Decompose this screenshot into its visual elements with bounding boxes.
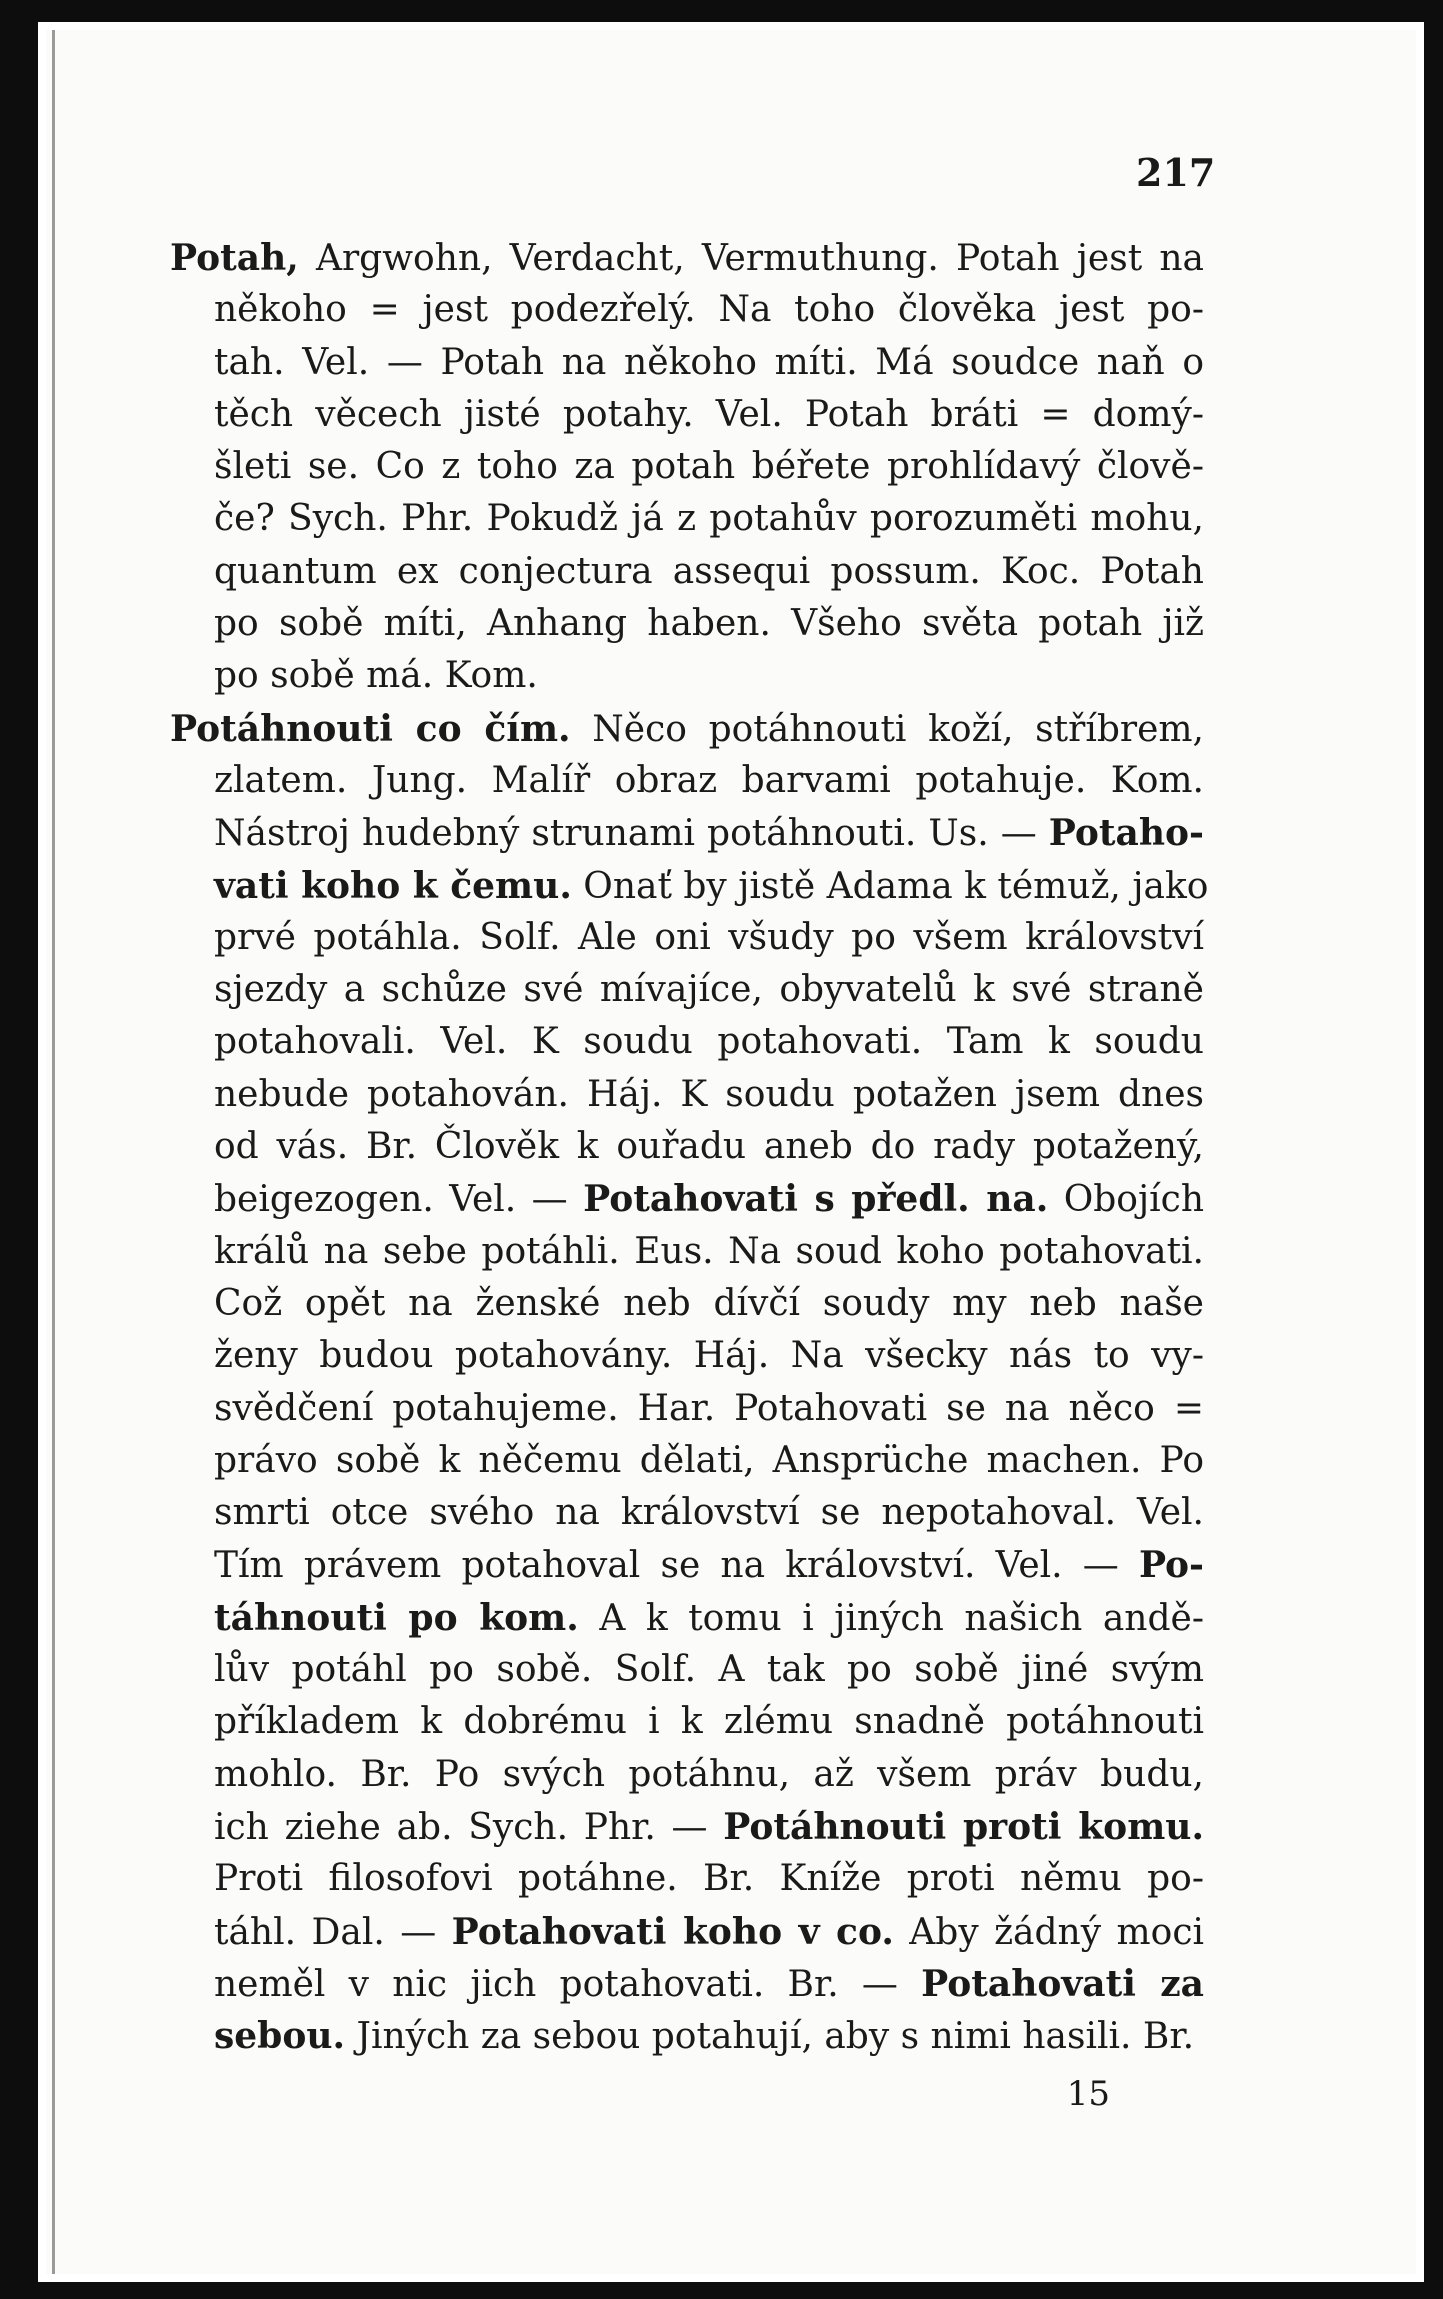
entry-text: Obojích xyxy=(1048,1179,1205,1221)
text-line xyxy=(170,650,1204,702)
text-line xyxy=(170,1435,1204,1487)
entry-text: Což opět na ženské neb dívčí soudy my neb naše xyxy=(214,1282,1204,1324)
entry-text: prvé potáhla. Solf. Ale oni všudy po všem království xyxy=(214,916,1204,958)
scan-border-top xyxy=(0,0,1443,22)
text-line xyxy=(170,1801,1204,1853)
entry-headword: Potahovati za xyxy=(921,1962,1205,2005)
text-line xyxy=(170,441,1204,493)
entry-text: A k tomu i jiných našich andě- xyxy=(578,1597,1204,1639)
entry-text: po sobě má. Kom. xyxy=(214,655,538,697)
entry-headword: Potahovati koho v co. xyxy=(451,1910,894,1953)
entry-text: Tím právem potahoval se na království. Vel. — xyxy=(214,1545,1139,1587)
scan-border-left xyxy=(0,0,38,2299)
text-line xyxy=(170,1016,1204,1068)
entry-text: po sobě míti, Anhang haben. Všeho světa potah již xyxy=(214,603,1204,645)
entry-text: smrti otce svého na království se nepotahoval. Vel. xyxy=(214,1492,1204,1534)
entry-text: beigezogen. Vel. — xyxy=(214,1179,584,1221)
dictionary-entry xyxy=(170,703,1209,2063)
entry-headword: Po- xyxy=(1138,1544,1204,1587)
text-line xyxy=(170,232,1204,284)
entry-text: Něco potáhnouti koží, stříbrem, xyxy=(570,708,1204,750)
text-line xyxy=(170,493,1204,545)
text-line xyxy=(170,1278,1204,1330)
text-line xyxy=(170,912,1204,964)
text-line xyxy=(170,546,1204,598)
scan-border-bottom xyxy=(0,2282,1443,2299)
entry-text: Jiných za sebou potahují, aby s nimi hasili. Br. xyxy=(345,2016,1195,2058)
dictionary-text xyxy=(170,232,1209,2062)
text-line xyxy=(170,1173,1204,1225)
text-line xyxy=(170,1749,1204,1801)
entry-text: právo sobě k něčemu dělati, Ansprüche machen. Po xyxy=(214,1439,1204,1481)
entry-text: těch věcech jisté potahy. Vel. Potah bráti = domý- xyxy=(214,393,1204,435)
text-line xyxy=(170,1958,1204,2010)
text-line xyxy=(170,703,1204,755)
entry-headword: sebou. xyxy=(214,2015,346,2058)
entry-text: někoho = jest podezřelý. Na toho člověka jest po- xyxy=(214,289,1204,331)
entry-headword: Potah, xyxy=(170,237,299,279)
entry-text: svědčení potahujeme. Har. Potahovati se na něco = xyxy=(214,1387,1204,1429)
text-line xyxy=(170,1330,1204,1382)
page-edge-line xyxy=(52,30,55,2274)
text-line xyxy=(170,2010,1204,2062)
entry-headword: Potahovati s předl. na. xyxy=(583,1178,1049,1221)
text-line xyxy=(170,1592,1204,1644)
entry-text: sjezdy a schůze své mívajíce, obyvatelů k své straně xyxy=(214,969,1204,1011)
text-line xyxy=(170,1539,1204,1591)
text-line xyxy=(170,1383,1204,1435)
text-line xyxy=(170,755,1204,807)
text-line xyxy=(170,1696,1204,1748)
entry-text: Nástroj hudebný strunami potáhnouti. Us. — xyxy=(214,813,1049,855)
entry-text: Aby žádný moci xyxy=(893,1911,1204,1953)
text-line xyxy=(170,860,1209,912)
entry-text: Argwohn, Verdacht, Vermuthung. Potah jest na xyxy=(298,238,1204,279)
entry-text: šleti se. Co z toho za potah béřete prohlídavý člově- xyxy=(214,446,1204,488)
entry-headword: Potáhnouti co čím. xyxy=(170,707,571,750)
entry-headword: táhnouti po kom. xyxy=(214,1596,579,1639)
text-line xyxy=(170,337,1204,389)
entry-headword: vati koho k čemu. xyxy=(214,864,572,907)
text-line xyxy=(170,1069,1204,1121)
entry-text: ženy budou potahovány. Háj. Na všecky nás to vy- xyxy=(214,1335,1204,1377)
text-line xyxy=(170,1906,1204,1958)
text-line xyxy=(170,389,1204,441)
text-line xyxy=(170,1853,1204,1905)
entry-text: Proti filosofovi potáhne. Br. Kníže proti němu po- xyxy=(214,1858,1204,1900)
text-line xyxy=(170,1644,1204,1696)
text-line xyxy=(170,964,1204,1016)
printer-signature-mark: 15 xyxy=(1066,2074,1110,2114)
entry-text: táhl. Dal. — xyxy=(214,1911,452,1953)
entry-headword: Potáhnouti proti komu. xyxy=(723,1805,1204,1848)
entry-text: neměl v nic jich potahovati. Br. — xyxy=(214,1963,922,2005)
entry-text: tah. Vel. — Potah na někoho míti. Má soudce naň o xyxy=(214,341,1204,383)
text-line xyxy=(170,1226,1204,1278)
page-number: 217 xyxy=(1136,150,1216,195)
dictionary-entry xyxy=(170,232,1204,703)
text-line xyxy=(170,598,1204,650)
entry-text: potahovali. Vel. K soudu potahovati. Tam k soudu xyxy=(214,1021,1204,1063)
text-line xyxy=(170,1487,1204,1539)
entry-text: lův potáhl po sobě. Solf. A tak po sobě jiné svým xyxy=(214,1649,1204,1691)
text-line xyxy=(170,1121,1204,1173)
entry-headword: Potaho- xyxy=(1048,812,1204,855)
text-line xyxy=(170,807,1204,859)
entry-text: ich ziehe ab. Sych. Phr. — xyxy=(214,1806,724,1848)
entry-text: od vás. Br. Člověk k ouřadu aneb do rady potažený, xyxy=(214,1126,1204,1168)
entry-text: nebude potahován. Háj. K soudu potažen jsem dnes xyxy=(214,1073,1204,1115)
entry-text: zlatem. Jung. Malíř obraz barvami potahuje. Kom. xyxy=(214,759,1204,801)
entry-text: příkladem k dobrému i k zlému snadně potáhnouti xyxy=(214,1701,1204,1743)
entry-text: králů na sebe potáhli. Eus. Na soud koho potahovati. xyxy=(214,1230,1204,1272)
text-line xyxy=(170,284,1204,336)
entry-text: če? Sych. Phr. Pokudž já z potahův porozuměti mohu, xyxy=(214,498,1204,540)
scan-border-right xyxy=(1424,0,1443,2299)
entry-text: Onať by jistě Adama k témuž, jako xyxy=(571,865,1209,907)
entry-text: quantum ex conjectura assequi possum. Koc. Potah xyxy=(214,550,1204,592)
entry-text: mohlo. Br. Po svých potáhnu, až všem práv budu, xyxy=(214,1753,1204,1795)
